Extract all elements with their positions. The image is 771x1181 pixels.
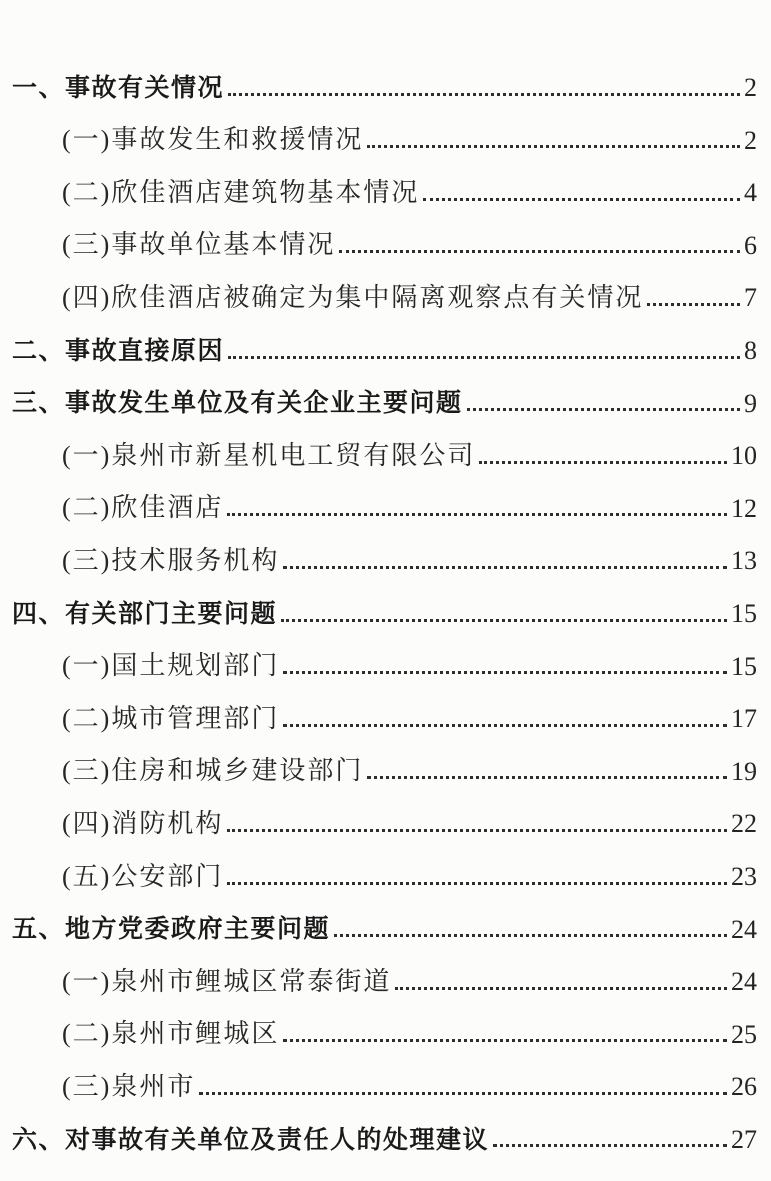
- toc-entry-label: (五)公安部门: [62, 861, 224, 891]
- toc-entry: [12, 323, 757, 376]
- toc-entry: [12, 744, 757, 797]
- toc-entry: [12, 586, 757, 639]
- toc-entry: [12, 428, 757, 481]
- toc-entry-page: 4: [744, 178, 757, 208]
- toc-entry-page: 19: [731, 756, 757, 786]
- toc-entry-page: 8: [744, 335, 757, 365]
- toc-entry-label: 四、有关部门主要问题: [12, 599, 278, 628]
- dot-leader: [228, 93, 740, 96]
- toc-entry: [12, 1007, 757, 1060]
- toc-entry: [12, 218, 757, 271]
- toc-entry-label: 五、地方党委政府主要问题: [12, 915, 331, 944]
- toc-entry-page: 24: [731, 914, 757, 944]
- toc-entry-label: (三)住房和城乡建设部门: [62, 756, 364, 786]
- toc-entry-page: 9: [744, 388, 757, 418]
- toc-entry: [12, 954, 757, 1007]
- dot-leader: [339, 250, 740, 253]
- toc-entry-label: (一)泉州市鲤城区常泰街道: [62, 966, 392, 996]
- toc-entry: [12, 376, 757, 429]
- dot-leader: [283, 566, 727, 569]
- toc-entry-page: 23: [731, 861, 757, 891]
- toc-entry: [12, 60, 757, 113]
- dot-leader: [367, 776, 727, 779]
- toc-entry: [12, 165, 757, 218]
- dot-leader: [283, 671, 727, 674]
- dot-leader: [227, 882, 727, 885]
- dot-leader: [228, 356, 740, 359]
- toc-entry: [12, 639, 757, 692]
- toc-entry-label: (二)欣佳酒店: [62, 493, 224, 523]
- toc-entry: [12, 1059, 757, 1112]
- dot-leader: [281, 619, 727, 622]
- dot-leader: [647, 303, 740, 306]
- toc-entry: [12, 270, 757, 323]
- toc-entry-label: (一)泉州市新星机电工贸有限公司: [62, 440, 476, 470]
- toc-entry-label: (三)事故单位基本情况: [62, 230, 336, 260]
- toc-entry: [12, 481, 757, 534]
- toc-entry-page: 2: [744, 125, 757, 155]
- dot-leader: [395, 987, 727, 990]
- toc-entry-page: 10: [731, 441, 757, 471]
- toc-entry-page: 24: [731, 967, 757, 997]
- toc-entry-label: 一、事故有关情况: [12, 73, 225, 102]
- toc-entry-label: 二、事故直接原因: [12, 336, 225, 365]
- dot-leader: [227, 513, 727, 516]
- toc-entry: [12, 533, 757, 586]
- toc-entry-page: 15: [731, 651, 757, 681]
- toc-entry: [12, 1112, 757, 1165]
- dot-leader: [493, 1144, 727, 1147]
- dot-leader: [283, 1039, 727, 1042]
- dot-leader: [199, 1092, 727, 1095]
- toc-entry-page: 6: [744, 230, 757, 260]
- toc-entry-page: 7: [744, 283, 757, 313]
- dot-leader: [423, 198, 740, 201]
- toc-entry-label: (一)事故发生和救援情况: [62, 125, 364, 155]
- toc-entry-label: (三)技术服务机构: [62, 546, 280, 576]
- toc-entry-label: (二)欣佳酒店建筑物基本情况: [62, 177, 420, 207]
- toc-entry-page: 22: [731, 809, 757, 839]
- toc-entry-page: 26: [731, 1072, 757, 1102]
- toc-entry: [12, 849, 757, 902]
- toc-entry-page: 25: [731, 1019, 757, 1049]
- toc-entry-label: (二)泉州市鲤城区: [62, 1019, 280, 1049]
- toc-entry: [12, 902, 757, 955]
- toc-entry-label: (二)城市管理部门: [62, 703, 280, 733]
- toc-entry-page: 13: [731, 546, 757, 576]
- toc-entry-label: (一)国土规划部门: [62, 651, 280, 681]
- dot-leader: [227, 829, 727, 832]
- toc-entry: [12, 691, 757, 744]
- toc-entry-label: (四)消防机构: [62, 809, 224, 839]
- toc-entry-page: 17: [731, 704, 757, 734]
- toc-list: [12, 60, 757, 1164]
- toc-entry: [12, 113, 757, 166]
- dot-leader: [479, 461, 727, 464]
- toc-entry-page: 2: [744, 73, 757, 102]
- toc-entry-page: 27: [731, 1124, 757, 1154]
- toc-entry-label: 三、事故发生单位及有关企业主要问题: [12, 389, 463, 418]
- toc-entry-page: 12: [731, 493, 757, 523]
- toc-entry-label: 六、对事故有关单位及责任人的处理建议: [12, 1125, 490, 1154]
- dot-leader: [467, 408, 740, 411]
- dot-leader: [283, 724, 727, 727]
- dot-leader: [367, 145, 740, 148]
- toc-entry: [12, 796, 757, 849]
- toc-entry-page: 15: [731, 598, 757, 628]
- toc-entry-label: (四)欣佳酒店被确定为集中隔离观察点有关情况: [62, 283, 644, 313]
- dot-leader: [334, 934, 727, 937]
- toc-entry-label: (三)泉州市: [62, 1071, 196, 1101]
